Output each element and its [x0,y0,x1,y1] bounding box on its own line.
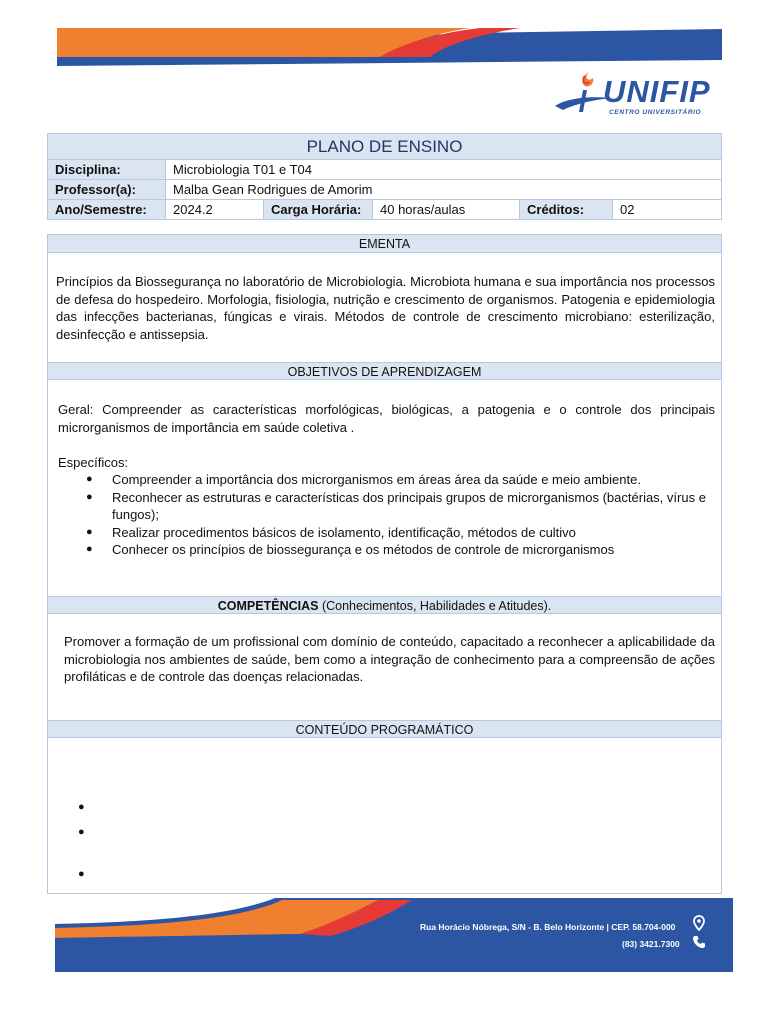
footer-phone: (83) 3421.7300 [622,939,680,949]
disciplina-row [48,160,721,180]
professor-label: Professor(a): [48,180,166,199]
list-item: ● Reconhecer as estruturas e características dos principais grupos de microrganismos (bactérias, vírus e fungos); [86,489,715,524]
objetivos-geral: Geral: Compreender as características morfológicas, biológicas, a patogenia e o controle dos principais microrganismos de importância em saúde coletiva . [58,402,715,435]
carga-label: Carga Horária: [264,200,373,219]
header-table [47,133,722,220]
competencias-title: COMPETÊNCIAS [217,599,319,613]
list-item: ● Conhecer os princípios de biossegurança e os métodos de controle de microrganismos [86,541,715,559]
professor-row [48,180,721,200]
creditos-value: 02 [620,202,635,217]
location-pin-icon [693,915,705,931]
content-box [47,234,722,894]
ano-label: Ano/Semestre: [48,200,166,219]
top-banner [0,0,768,72]
page-title: PLANO DE ENSINO [48,134,721,160]
list-item: ● Realizar procedimentos básicos de isolamento, identificação, métodos de cultivo [86,524,715,542]
phone-icon [692,935,706,949]
brand-subtitle: CENTRO UNIVERSITÁRIO [609,109,702,116]
especificos-label: Específicos: [58,455,129,470]
ementa-text: Princípios da Biossegurança no laboratório de Microbiologia. Microbiota humana e sua importância nos processos de defesa do hospedeiro. Morfologia, fisiologia, nutrição e crescimento de organismos. Patogenia e epidemiologia das infecções bacterianas, fúngicas e virais. Métodos de controle de crescimento microbiano: esterilização, desinfecção e antissepsia. [56,274,715,342]
empty-bullet: ● [78,826,85,838]
disciplina-value: Microbiologia T01 e T04 [173,162,312,177]
disciplina-label: Disciplina: [48,160,166,179]
objetivos-heading: OBJETIVOS DE APRENDIZAGEM [48,362,721,380]
ementa-heading: EMENTA [48,235,721,253]
ano-row [48,200,721,219]
competencias-heading [48,596,721,614]
brand-name: UNIFIP [603,74,711,109]
especificos-list [86,471,715,559]
footer-banner [0,894,768,974]
unifip-logo [553,68,743,120]
competencias-text: Promover a formação de um profissional com domínio de conteúdo, capacitado a reconhecer a aplicabilidade da microbiologia nos ambientes de saúde, bem como a integração de conhecimento para a compreensão de ações profiláticas e de controle das doenças relacionadas. [64,634,715,684]
conteudo-heading: CONTEÚDO PROGRAMÁTICO [48,720,721,738]
carga-value: 40 horas/aulas [373,200,520,219]
professor-value: Malba Gean Rodrigues de Amorim [173,182,373,197]
footer-address: Rua Horácio Nóbrega, S/N - B. Belo Horizonte | CEP. 58.704-000 [420,922,676,932]
empty-bullet: ● [78,868,85,880]
empty-bullet: ● [78,801,85,813]
list-item: ● Compreender a importância dos microrganismos em áreas área da saúde e meio ambiente. [86,471,715,489]
ano-value: 2024.2 [166,200,264,219]
creditos-label: Créditos: [520,200,613,219]
competencias-subtitle: (Conhecimentos, Habilidades e Atitudes). [318,599,552,613]
